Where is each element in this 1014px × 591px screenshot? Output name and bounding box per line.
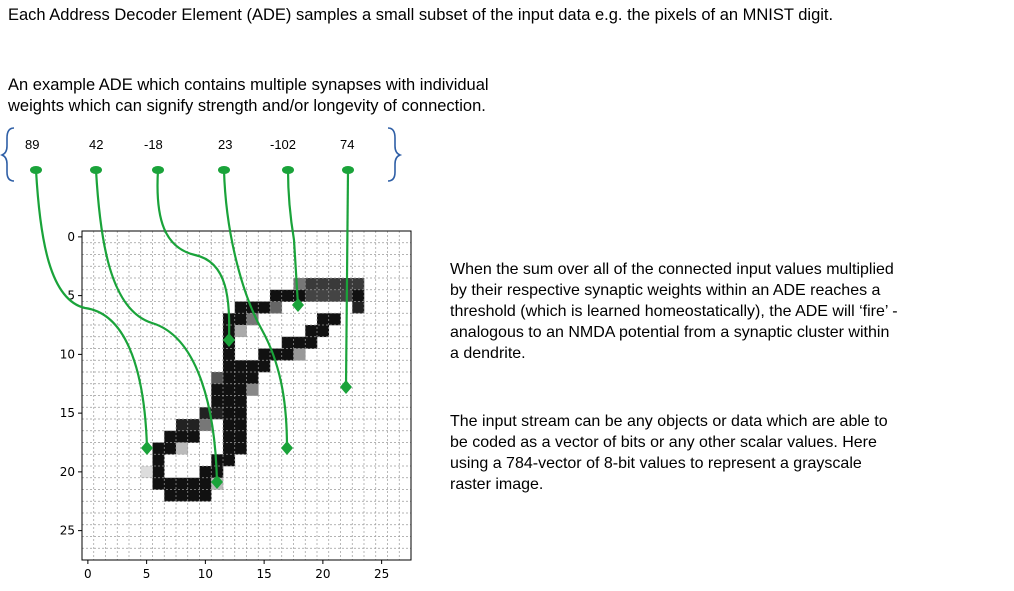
pixel xyxy=(176,443,188,455)
pixel xyxy=(235,372,247,384)
description-line: threshold (which is learned homeostatically), the ADE will ‘fire’ - xyxy=(450,303,898,320)
pixel xyxy=(282,290,294,302)
pixel xyxy=(235,360,247,372)
pixel xyxy=(235,431,247,443)
pixel xyxy=(153,478,165,490)
pixel xyxy=(282,349,294,361)
synapse-dot xyxy=(282,166,294,174)
pixel xyxy=(235,396,247,408)
pixel xyxy=(305,278,317,290)
description-line: a dendrite. xyxy=(450,345,526,362)
description-line: analogous to an NMDA potential from a synaptic cluster within xyxy=(450,324,890,341)
pixel xyxy=(270,302,282,314)
pixel xyxy=(235,325,247,337)
pixel xyxy=(153,466,165,478)
pixel xyxy=(211,407,223,419)
pixel xyxy=(235,302,247,314)
pixel xyxy=(329,290,341,302)
pixel xyxy=(188,419,200,431)
pixel xyxy=(235,407,247,419)
pixel xyxy=(223,419,235,431)
x-tick-label: 5 xyxy=(142,567,151,581)
right-brace xyxy=(388,128,400,181)
x-tick-label: 20 xyxy=(315,567,331,581)
pixel xyxy=(223,454,235,466)
pixel xyxy=(352,302,364,314)
left-brace xyxy=(2,128,14,181)
header-caption: Each Address Decoder Element (ADE) samples a small subset of the input data e.g. the pixels of an MNIST digit. xyxy=(8,6,834,24)
pixel xyxy=(164,478,176,490)
pixel xyxy=(164,443,176,455)
synapse-dot xyxy=(152,166,164,174)
pixel xyxy=(235,419,247,431)
pixel xyxy=(223,443,235,455)
weight-label: 23 xyxy=(218,137,233,152)
x-tick-label: 10 xyxy=(197,567,214,581)
pixel xyxy=(294,278,306,290)
description-line: by their respective synaptic weights within an ADE reaches a xyxy=(450,282,881,299)
pixel xyxy=(223,384,235,396)
description-line: The input stream can be any objects or data which are able to xyxy=(450,413,888,430)
example-caption-line1: An example ADE which contains multiple synapses with individual xyxy=(8,76,489,94)
pixel xyxy=(305,290,317,302)
pixel xyxy=(176,431,188,443)
description-line: be coded as a vector of bits or any other scalar values. Here xyxy=(450,434,877,451)
pixel xyxy=(223,396,235,408)
y-tick-label: 20 xyxy=(59,464,75,479)
pixel xyxy=(188,490,200,502)
pixel xyxy=(317,290,329,302)
pixel xyxy=(200,466,212,478)
pixel xyxy=(223,431,235,443)
pixel xyxy=(247,360,259,372)
y-tick-label: 25 xyxy=(59,523,75,538)
weight-label: 89 xyxy=(25,137,40,152)
pixel xyxy=(223,372,235,384)
pixel xyxy=(223,349,235,361)
pixel xyxy=(223,360,235,372)
description-line: raster image. xyxy=(450,476,544,493)
weight-label: 42 xyxy=(89,137,104,152)
pixel xyxy=(141,466,153,478)
synapse-dot xyxy=(30,166,42,174)
pixel xyxy=(317,313,329,325)
synapse-dot xyxy=(218,166,230,174)
pixel xyxy=(211,372,223,384)
synapse-dot xyxy=(342,166,354,174)
pixel xyxy=(235,443,247,455)
pixel xyxy=(176,478,188,490)
y-tick-label: 15 xyxy=(59,406,75,421)
pixel xyxy=(164,490,176,502)
pixel xyxy=(200,490,212,502)
pixel xyxy=(294,349,306,361)
mnist-digit-image xyxy=(60,230,411,581)
pixel xyxy=(153,443,165,455)
weight-label: -18 xyxy=(144,137,163,152)
weight-label: -102 xyxy=(270,137,297,152)
pixel xyxy=(235,384,247,396)
pixel xyxy=(247,372,259,384)
synapse-dot xyxy=(90,166,102,174)
pixel xyxy=(211,396,223,408)
pixel xyxy=(164,431,176,443)
pixel xyxy=(317,325,329,337)
description-line: When the sum over all of the connected input values multiplied xyxy=(450,261,894,278)
pixel xyxy=(352,290,364,302)
pixel xyxy=(211,384,223,396)
pixel xyxy=(188,478,200,490)
pixel xyxy=(258,360,270,372)
pixel xyxy=(188,431,200,443)
pixel xyxy=(258,349,270,361)
x-tick-label: 0 xyxy=(84,567,92,581)
pixel xyxy=(176,419,188,431)
pixel xyxy=(258,302,270,314)
pixel xyxy=(223,407,235,419)
x-tick-label: 25 xyxy=(373,567,390,581)
pixel xyxy=(270,290,282,302)
x-tick-label: 15 xyxy=(256,567,272,581)
pixel xyxy=(176,490,188,502)
pixel xyxy=(235,313,247,325)
pixel xyxy=(200,419,212,431)
pixel xyxy=(329,313,341,325)
pixel xyxy=(294,337,306,349)
pixel xyxy=(352,278,364,290)
pixel xyxy=(247,384,259,396)
pixel xyxy=(329,278,341,290)
pixel xyxy=(200,478,212,490)
pixel xyxy=(305,337,317,349)
y-tick-label: 0 xyxy=(67,229,75,244)
pixel xyxy=(305,325,317,337)
pixel xyxy=(153,454,165,466)
pixel xyxy=(317,278,329,290)
y-tick-label: 10 xyxy=(59,347,75,362)
pixel xyxy=(282,337,294,349)
example-caption-line2: weights which can signify strength and/or longevity of connection. xyxy=(8,97,486,115)
y-tick-label: 5 xyxy=(67,288,75,303)
weight-label: 74 xyxy=(340,137,355,152)
description-line: using a 784-vector of 8-bit values to represent a grayscale xyxy=(450,455,862,472)
